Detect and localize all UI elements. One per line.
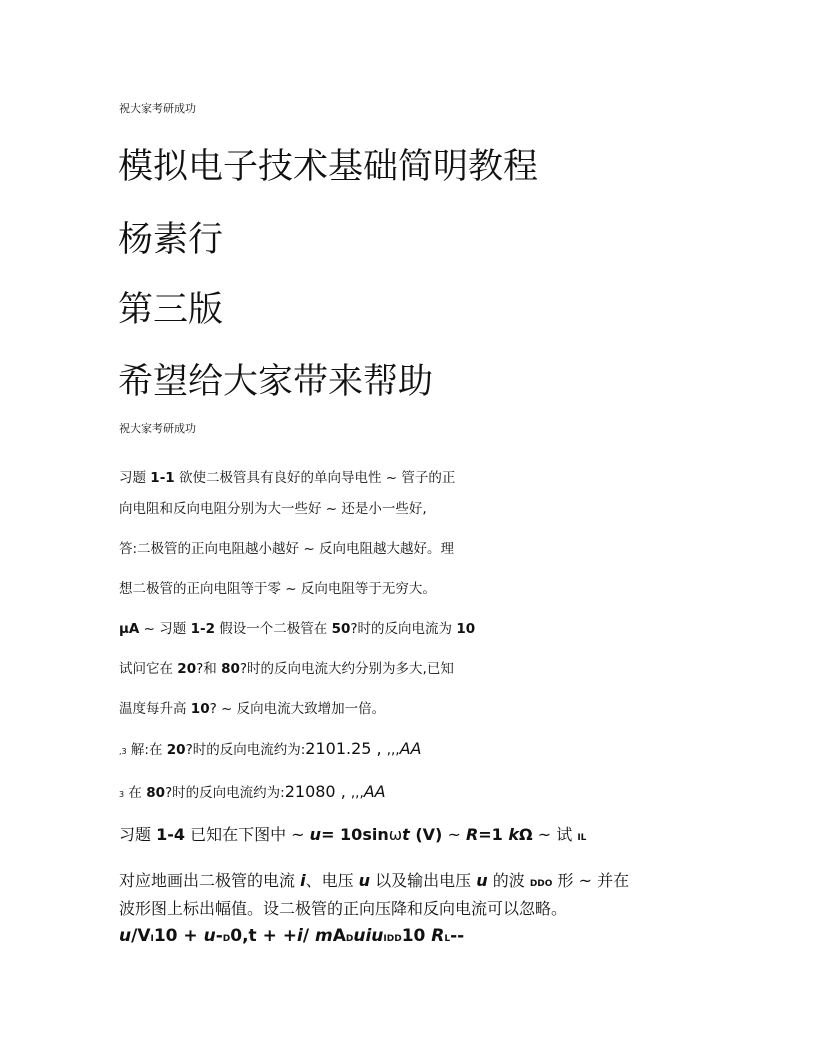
text: ω: [388, 825, 403, 844]
text: 对应地画出二极管的电流: [119, 871, 301, 890]
text: Ω: [519, 825, 533, 844]
var: R: [465, 825, 479, 844]
var: m: [314, 926, 333, 946]
title-book: 模拟电子技术基础简明教程: [118, 147, 539, 187]
text-line: 想二极管的正向电阻等于零 ~ 反向电阻等于无穷大。: [119, 581, 436, 597]
title-author: 杨素行: [118, 220, 224, 260]
text: 的波: [487, 871, 530, 890]
text: 已知在下图中 ~: [185, 825, 310, 844]
value: 2101.25 ,: [305, 739, 387, 758]
text: ,,,: [386, 742, 400, 758]
text: L: [444, 934, 451, 944]
page-header: 祝大家考研成功: [119, 102, 196, 115]
text: 习题: [119, 825, 157, 844]
text-line: 向电阻和反向电阻分别为大一些好 ~ 还是小一些好,: [119, 501, 427, 517]
text: ?时的反向电流约为:: [164, 785, 285, 801]
text: --: [450, 926, 465, 946]
text: 0,t + +: [230, 926, 297, 946]
text: 试问它在: [119, 661, 178, 677]
text: ?时的反向电流为: [350, 621, 457, 637]
text-line: [119, 657, 454, 677]
var: u: [203, 926, 216, 946]
text: 以及输出电压: [370, 871, 477, 890]
text: IL: [577, 833, 587, 843]
text: 10sin: [340, 825, 389, 844]
value: 20: [166, 742, 186, 758]
text: IDD: [383, 934, 402, 944]
exercise-1-2-line: [119, 617, 475, 637]
exercise-1-1-line: [119, 466, 455, 486]
var: u: [358, 871, 371, 890]
text: ~ 习题: [139, 621, 191, 637]
text-line: [119, 697, 385, 717]
value: 20: [177, 661, 197, 677]
var: i: [297, 926, 303, 946]
text: ? ~ 反向电流大致增加一倍。: [209, 701, 386, 717]
var: uiu: [353, 926, 384, 946]
unit: AA: [363, 782, 386, 801]
text: 温度每升高: [119, 701, 191, 717]
exercise-number: 1-4: [156, 825, 185, 844]
text: 形 ~ 并在: [552, 871, 630, 890]
text: 习题: [119, 470, 151, 486]
var: t: [402, 825, 410, 844]
text: ,,,: [350, 785, 364, 801]
text: 假设一个二极管在: [214, 621, 332, 637]
answer-line: 答:二极管的正向电阻越小越好 ~ 反向电阻越大越好。理: [119, 541, 454, 557]
unit: AA: [399, 739, 422, 758]
subheader: 祝大家考研成功: [119, 422, 196, 435]
text: I: [150, 934, 154, 944]
text: ~: [442, 825, 466, 844]
unit: μA: [119, 621, 140, 637]
title-wish: 希望给大家带来帮助: [118, 362, 434, 402]
var: R: [431, 926, 445, 946]
value: 50: [331, 621, 351, 637]
value: 80: [221, 661, 240, 677]
solution-line: [119, 781, 386, 801]
text: DDO: [529, 879, 553, 889]
var: u: [309, 825, 322, 844]
text-line: [119, 868, 629, 891]
text: D: [345, 934, 354, 944]
value: 10: [190, 701, 210, 717]
text: 欲使二极管具有良好的单向导电性 ~ 管子的正: [174, 470, 456, 486]
text: 10 +: [153, 926, 204, 946]
text: ?时的反向电流大约分别为多大,已知: [239, 661, 454, 677]
exercise-1-4-line: [119, 822, 586, 845]
value: 80: [146, 785, 165, 801]
text: ?时的反向电流约为:: [185, 742, 306, 758]
solution-line: [119, 738, 421, 758]
text: 3: [119, 790, 125, 799]
text: ?和: [196, 661, 222, 677]
text: (V): [409, 825, 443, 844]
text: D: [222, 934, 231, 944]
text: /V: [131, 926, 151, 946]
text: =1: [478, 825, 503, 844]
title-edition: 第三版: [118, 290, 224, 330]
exercise-number: 1-1: [150, 470, 175, 486]
text: ,3: [119, 747, 127, 756]
value: 21080 ,: [284, 782, 351, 801]
text: 在: [124, 785, 147, 801]
var: u: [119, 926, 132, 946]
exercise-number: 1-2: [190, 621, 215, 637]
text-line: 波形图上标出幅值。设二极管的正向压降和反向电流可以忽略。: [119, 899, 568, 918]
text: /: [302, 926, 315, 946]
text: =: [321, 825, 341, 844]
value: 10: [456, 621, 476, 637]
text: -: [215, 926, 223, 946]
var: k: [502, 825, 520, 844]
text: ~ 试: [532, 825, 578, 844]
text: A: [332, 926, 346, 946]
figure-labels-line: [119, 926, 464, 946]
text: 10: [401, 926, 432, 946]
var: i: [300, 871, 306, 890]
text: 解:在: [126, 742, 167, 758]
text: 、电压: [305, 871, 359, 890]
var: u: [476, 871, 488, 890]
